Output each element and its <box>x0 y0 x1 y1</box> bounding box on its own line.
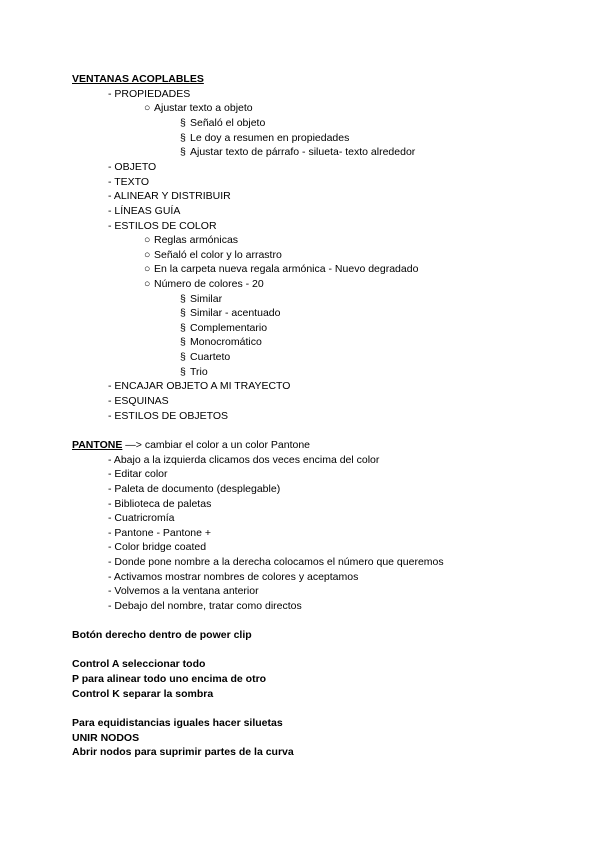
list-item-color: § Trio <box>180 366 208 378</box>
list-item: - Abajo a la izquierda clicamos dos veces encima del color <box>108 454 380 466</box>
section-bullet-icon: § <box>180 146 186 158</box>
section-bullet-icon: § <box>180 351 186 363</box>
note-shortcut: Control A seleccionar todo <box>72 658 206 670</box>
heading-ventanas-acoplables: VENTANAS ACOPLABLES <box>72 73 204 85</box>
list-item: - Biblioteca de paletas <box>108 498 212 510</box>
list-item: - Editar color <box>108 468 168 480</box>
list-item: - Volvemos a la ventana anterior <box>108 585 259 597</box>
note-final: Para equidistancias iguales hacer siluetas <box>72 717 283 729</box>
section-bullet-icon: § <box>180 132 186 144</box>
list-item: - ESTILOS DE COLOR <box>108 220 217 232</box>
heading-pantone: PANTONE <box>72 439 123 451</box>
list-item-ajustar-sub: § Señaló el objeto <box>180 117 266 129</box>
pantone-line: PANTONE —> cambiar el color a un color Pantone <box>72 439 311 451</box>
list-item-color: § Cuarteto <box>180 351 231 363</box>
list-item-color: § Complementario <box>180 322 268 334</box>
list-item: - Donde pone nombre a la derecha colocamos el número que queremos <box>108 556 444 568</box>
circle-bullet-icon: ○ <box>144 249 151 261</box>
list-item: - ESQUINAS <box>108 395 169 407</box>
section-bullet-icon: § <box>180 293 186 305</box>
section-bullet-icon: § <box>180 322 186 334</box>
note-final: Abrir nodos para suprimir partes de la curva <box>72 746 294 758</box>
list-item-estilos: ○ Señaló el color y lo arrastro <box>144 249 282 261</box>
list-item-color: § Similar - acentuado <box>180 307 281 319</box>
circle-bullet-icon: ○ <box>144 234 151 246</box>
list-item-propiedades: - PROPIEDADES <box>108 88 191 100</box>
section-bullet-icon: § <box>180 117 186 129</box>
list-item-estilos: ○ Reglas armónicas <box>144 234 239 246</box>
list-item: - ENCAJAR OBJETO A MI TRAYECTO <box>108 380 291 392</box>
note-shortcut: Control K separar la sombra <box>72 688 214 700</box>
circle-bullet-icon: ○ <box>144 263 151 275</box>
list-item: - Activamos mostrar nombres de colores y aceptamos <box>108 571 359 583</box>
list-item-color: § Similar <box>180 293 223 305</box>
list-item-color: § Monocromático <box>180 336 262 348</box>
list-item-estilos: ○ En la carpeta nueva regala armónica - Nuevo degradado <box>144 263 419 275</box>
circle-bullet-icon: ○ <box>144 278 151 290</box>
note-powerclip: Botón derecho dentro de power clip <box>72 629 252 641</box>
list-item: - ALINEAR Y DISTRIBUIR <box>108 190 231 202</box>
list-item: - LÍNEAS GUÍA <box>108 205 181 217</box>
section-bullet-icon: § <box>180 336 186 348</box>
list-item-estilos: ○ Número de colores - 20 <box>144 278 264 290</box>
list-item-ajustar-texto: ○ Ajustar texto a objeto <box>144 102 253 114</box>
list-item-ajustar-sub: § Ajustar texto de párrafo - silueta- texto alrededor <box>180 146 416 158</box>
list-item: - Debajo del nombre, tratar como directos <box>108 600 302 612</box>
list-item: - TEXTO <box>108 176 150 188</box>
list-item-ajustar-sub: § Le doy a resumen en propiedades <box>180 132 350 144</box>
note-shortcut: P para alinear todo uno encima de otro <box>72 673 267 685</box>
list-item: - Pantone - Pantone + <box>108 527 212 539</box>
list-item: - ESTILOS DE OBJETOS <box>108 410 229 422</box>
list-item: - Cuatricromía <box>108 512 175 524</box>
circle-bullet-icon: ○ <box>144 102 151 114</box>
list-item: - Color bridge coated <box>108 541 207 553</box>
section-bullet-icon: § <box>180 307 186 319</box>
note-final: UNIR NODOS <box>72 732 140 744</box>
list-item: - Paleta de documento (desplegable) <box>108 483 281 495</box>
list-item: - OBJETO <box>108 161 157 173</box>
section-bullet-icon: § <box>180 366 186 378</box>
